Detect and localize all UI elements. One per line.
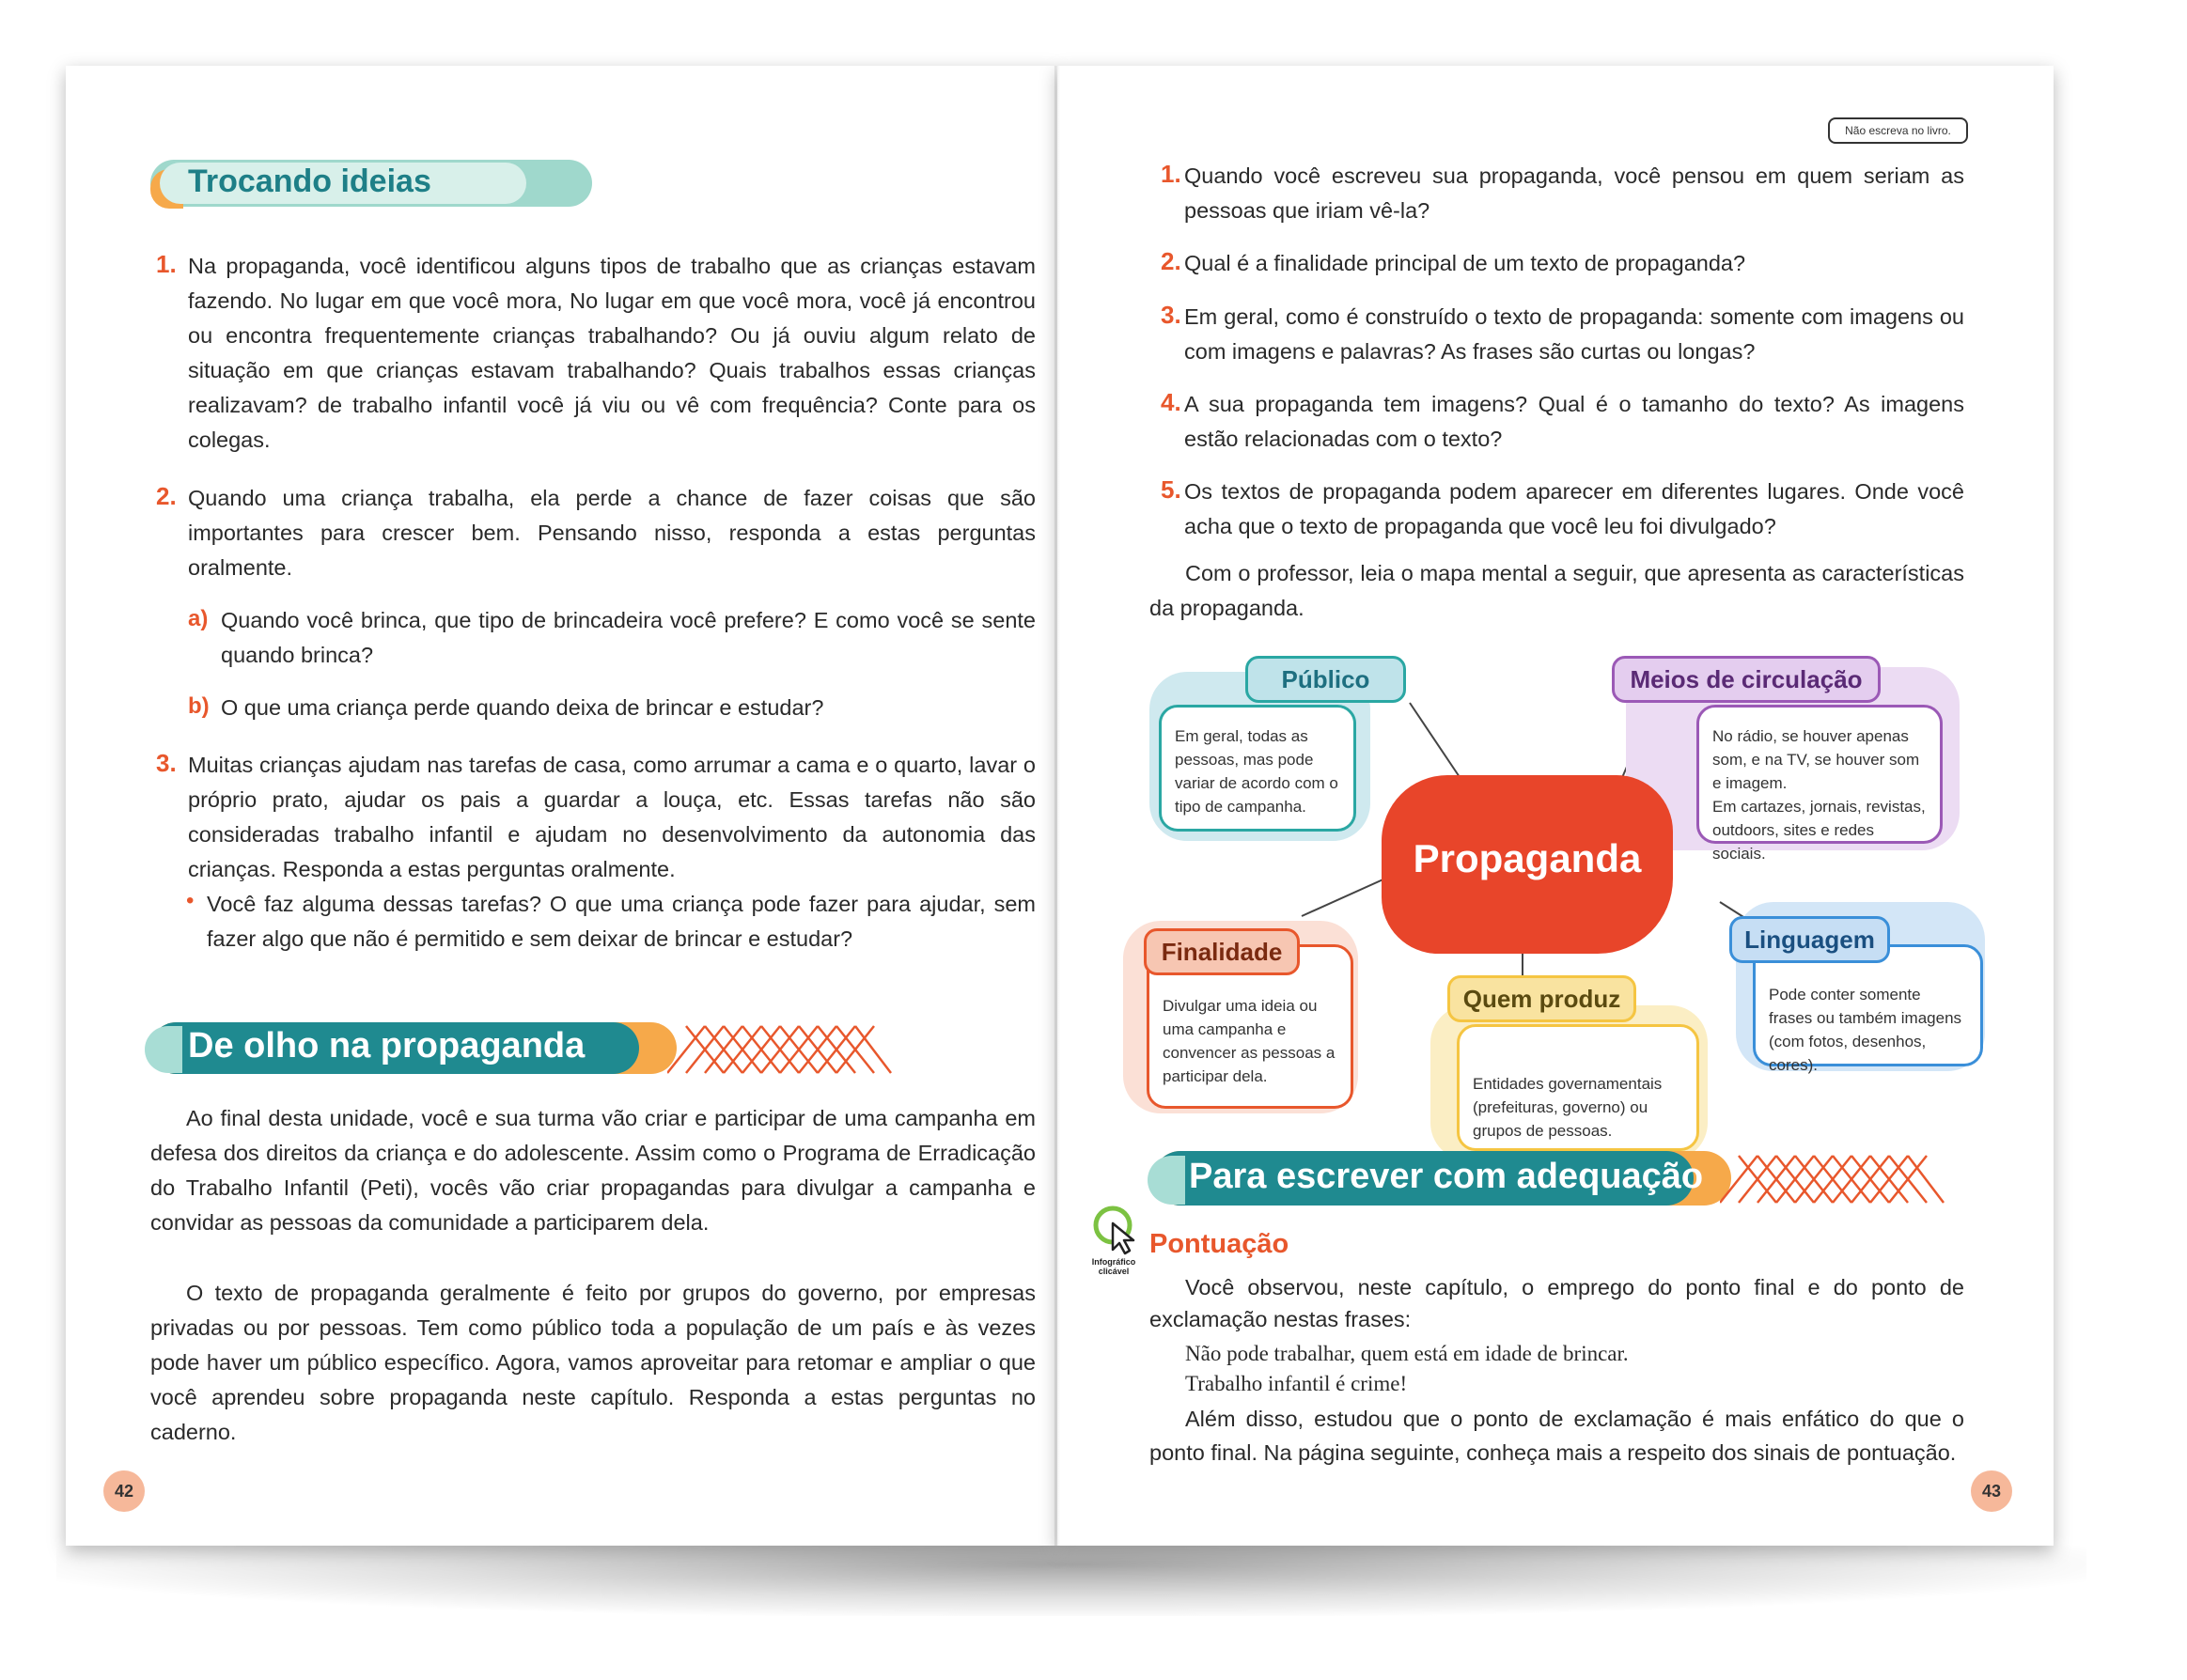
section-title-para-escrever: Para escrever com adequação bbox=[1189, 1157, 1704, 1196]
right-page bbox=[1057, 66, 2054, 1546]
propaganda-center-label: Propaganda bbox=[1413, 836, 1642, 880]
rq3-text: Em geral, como é construído o texto de propaganda: somente com imagens ou com imagens e palavras? As frases são curtas ou longas? bbox=[1184, 304, 1964, 364]
rq4-number: 4. bbox=[1161, 388, 1181, 416]
crosshatch-decoration-right bbox=[1720, 1146, 1945, 1212]
intro-mind-map: Com o professor, leia o mapa mental a seguir, que apresenta as características da propaganda. bbox=[1149, 561, 1964, 620]
example-sentence-1: Não pode trabalhar, quem está em idade de brincar. bbox=[1185, 1342, 1629, 1365]
q3-number: 3. bbox=[156, 749, 177, 777]
publico-text: Em geral, todas as pessoas, mas pode variar de acordo com o tipo de campanha. bbox=[1175, 727, 1338, 816]
left-paragraph-2: O texto de propaganda geralmente é feito por grupos do governo, por empresas privadas ou por pessoas. Tem como público toda a população de um país e às vezes pode haver um público específico. Agora, vamos aproveitar para retomar e ampliar o que você aprendeu sobre propaganda neste capítulo. Responda a estas perguntas no caderno. bbox=[150, 1281, 1036, 1444]
pontuacao-paragraph-2: Além disso, estudou que o ponto de exclamação é mais enfático do que o ponto final. Na página seguinte, conheça mais a respeito dos sinais de pontuação. bbox=[1149, 1407, 1964, 1465]
rq2-number: 2. bbox=[1161, 247, 1181, 275]
crosshatch-decoration-left bbox=[667, 1017, 893, 1082]
infografico-label: Infográfico clicável bbox=[1091, 1257, 1136, 1276]
rq4-text: A sua propaganda tem imagens? Qual é o tamanho do texto? As imagens estão relacionadas com o texto? bbox=[1184, 392, 1964, 451]
de-olho-bar-edge bbox=[145, 1026, 182, 1073]
page-number-right: 43 bbox=[1971, 1470, 2012, 1512]
rq5-text: Os textos de propaganda podem aparecer em diferentes lugares. Onde você acha que o texto de propaganda que você leu foi divulgado? bbox=[1184, 479, 1964, 538]
finalidade-text: Divulgar uma ideia ou uma campanha e convencer as pessoas a participar dela. bbox=[1163, 997, 1336, 1085]
quem-produz-text: Entidades governamentais (prefeituras, governo) ou grupos de pessoas. bbox=[1473, 1075, 1663, 1140]
q1-text: Na propaganda, você identificou alguns tipos de trabalho que as crianças estavam fazendo. No lugar em que você mora, No lugar em que você mora, você já encontrou ou encontra frequentemente crianças trabalhando? Ou já ouviu algum relato de situação em que crianças estavam trabalhando? Quais trabalhos essas crianças realizavam? de trabalho infantil você já viu ou vê com frequência? Conte para os colegas. bbox=[188, 254, 1036, 452]
q3-bullet: • bbox=[186, 888, 195, 913]
section-title-trocando-ideias: Trocando ideias bbox=[188, 163, 431, 199]
nao-escreva-badge: Não escreva no livro. bbox=[1828, 117, 1968, 144]
q1-number: 1. bbox=[156, 250, 177, 278]
meios-text-1: No rádio, se houver apenas som, e na TV, se houver som e imagem. bbox=[1712, 727, 1920, 792]
rq1-text: Quando você escreveu sua propaganda, você pensou em quem seriam as pessoas que iriam vê-la? bbox=[1184, 163, 1964, 223]
example-sentence-2: Trabalho infantil é crime! bbox=[1185, 1372, 1408, 1395]
meios-box bbox=[1696, 705, 1943, 863]
page-number-left: 42 bbox=[103, 1470, 145, 1512]
q3-text: Muitas crianças ajudam nas tarefas de casa, como arrumar a cama e o quarto, lavar o próprio prato, ajudar os pais a guardar a louça, etc. Essas tarefas não são consideradas trabalho infantil e ajudam no desenvolvimento da autonomia das crianças. Responda a estas perguntas oralmente. bbox=[188, 753, 1036, 881]
linguagem-label: Linguagem bbox=[1729, 916, 1890, 963]
q2b-label: b) bbox=[188, 693, 210, 719]
q2a-label: a) bbox=[188, 606, 209, 631]
quem-produz-box bbox=[1457, 1024, 1699, 1151]
q2-text: Quando uma criança trabalha, ela perde a chance de fazer coisas que são importantes para crescer bem. Pensando nisso, responda a estas perguntas oralmente. bbox=[188, 486, 1036, 580]
linguagem-text: Pode conter somente frases ou também imagens (com fotos, desenhos, cores). bbox=[1769, 986, 1962, 1074]
left-page bbox=[66, 66, 1057, 1546]
rq5-number: 5. bbox=[1161, 475, 1181, 504]
left-paragraph-1: Ao final desta unidade, você e sua turma vão criar e participar de uma campanha em defesa dos direitos da criança e do adolescente. Assim como o Programa de Erradicação do Trabalho Infantil (Peti), vocês vão criar propagandas para divulgar a campanha e convidar as pessoas da comunidade a participarem dela. bbox=[150, 1106, 1036, 1235]
book-spine-shadow bbox=[1054, 66, 1060, 1546]
rq1-number: 1. bbox=[1161, 160, 1181, 188]
pontuacao-paragraph-1: Você observou, neste capítulo, o emprego do ponto final e do ponto de exclamação nestas frases: bbox=[1149, 1275, 1964, 1331]
q3-bullet-text: Você faz alguma dessas tarefas? O que uma criança pode fazer para ajudar, sem fazer algo que não é permitido e sem deixar de brincar e estudar? bbox=[207, 892, 1036, 951]
q2-number: 2. bbox=[156, 482, 177, 510]
meios-label: Meios de circulação bbox=[1612, 656, 1881, 703]
section-title-de-olho: De olho na propaganda bbox=[188, 1026, 586, 1066]
quem-produz-label: Quem produz bbox=[1447, 975, 1636, 1022]
infografico-cursor-icon[interactable] bbox=[1090, 1203, 1143, 1255]
publico-box bbox=[1159, 705, 1356, 832]
q2b-text: O que uma criança perde quando deixa de brincar e estudar? bbox=[221, 695, 824, 720]
q2a-text: Quando você brinca, que tipo de brincadeira você prefere? E como você se sente quando brinca? bbox=[221, 608, 1036, 667]
rq2-text: Qual é a finalidade principal de um texto de propaganda? bbox=[1184, 251, 1746, 275]
pontuacao-title: Pontuação bbox=[1149, 1229, 1289, 1259]
meios-text-2: Em cartazes, jornais, revistas, outdoors, sites e redes sociais. bbox=[1712, 798, 1926, 863]
rq3-number: 3. bbox=[1161, 301, 1181, 329]
finalidade-label: Finalidade bbox=[1144, 928, 1300, 975]
publico-label: Público bbox=[1245, 656, 1406, 703]
